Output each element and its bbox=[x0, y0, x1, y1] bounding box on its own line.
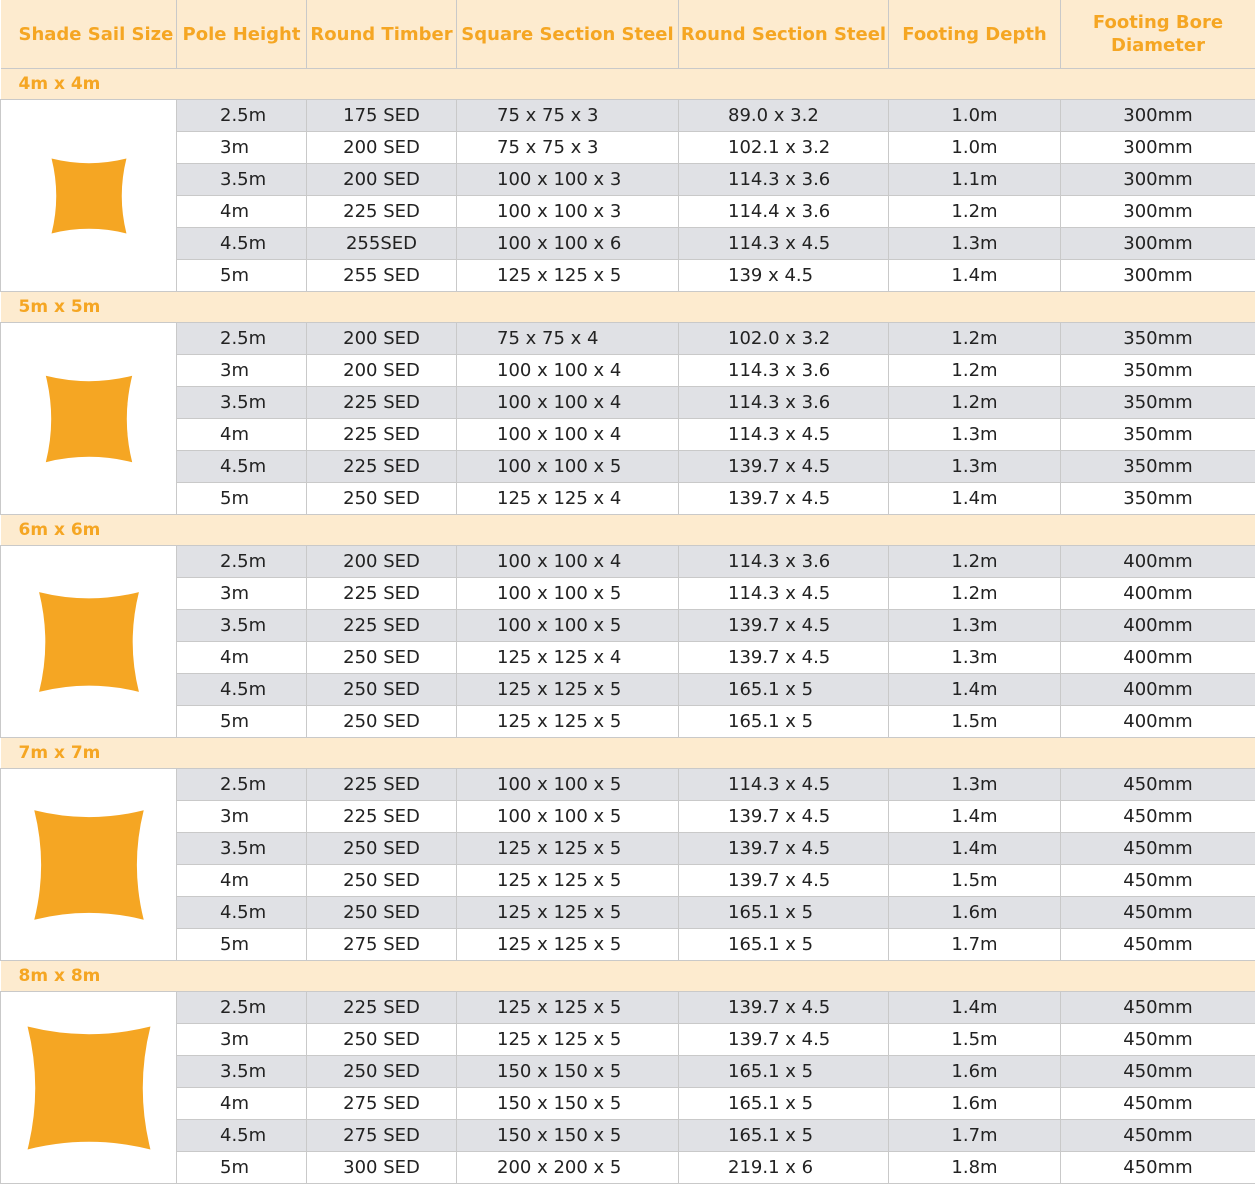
round-steel-cell: 114.3 x 3.6 bbox=[679, 387, 889, 419]
pole-height-cell: 4m bbox=[177, 419, 307, 451]
footing-depth-cell: 1.3m bbox=[889, 610, 1061, 642]
footing-depth-cell: 1.6m bbox=[889, 897, 1061, 929]
round-timber-cell: 175 SED bbox=[307, 100, 457, 132]
round-steel-cell: 114.3 x 4.5 bbox=[679, 769, 889, 801]
bore-diameter-cell: 450mm bbox=[1061, 865, 1255, 897]
footing-depth-cell: 1.3m bbox=[889, 228, 1061, 260]
round-steel-cell: 139.7 x 4.5 bbox=[679, 865, 889, 897]
pole-height-cell: 4m bbox=[177, 1088, 307, 1120]
pole-height-cell: 4.5m bbox=[177, 1120, 307, 1152]
round-steel-cell: 139 x 4.5 bbox=[679, 260, 889, 292]
group-title: 7m x 7m bbox=[1, 738, 1255, 769]
pole-height-cell: 5m bbox=[177, 260, 307, 292]
footing-depth-cell: 1.4m bbox=[889, 801, 1061, 833]
bore-diameter-cell: 350mm bbox=[1061, 387, 1255, 419]
round-steel-cell: 139.7 x 4.5 bbox=[679, 483, 889, 515]
table-row bbox=[1, 706, 1255, 738]
footing-depth-cell: 1.8m bbox=[889, 1152, 1061, 1184]
bore-diameter-cell: 400mm bbox=[1061, 546, 1255, 578]
bore-diameter-cell: 450mm bbox=[1061, 801, 1255, 833]
bore-diameter-cell: 450mm bbox=[1061, 897, 1255, 929]
bore-diameter-cell: 450mm bbox=[1061, 1024, 1255, 1056]
table-body bbox=[1, 69, 1255, 1184]
bore-diameter-cell: 450mm bbox=[1061, 1056, 1255, 1088]
round-steel-cell: 139.7 x 4.5 bbox=[679, 833, 889, 865]
footing-depth-cell: 1.2m bbox=[889, 355, 1061, 387]
table-row bbox=[1, 483, 1255, 515]
pole-height-cell: 3m bbox=[177, 1024, 307, 1056]
square-steel-cell: 125 x 125 x 5 bbox=[457, 833, 679, 865]
pole-height-cell: 4m bbox=[177, 642, 307, 674]
pole-height-cell: 3m bbox=[177, 132, 307, 164]
pole-height-cell: 4m bbox=[177, 196, 307, 228]
round-timber-cell: 200 SED bbox=[307, 546, 457, 578]
square-steel-cell: 125 x 125 x 4 bbox=[457, 483, 679, 515]
square-steel-cell: 150 x 150 x 5 bbox=[457, 1088, 679, 1120]
pole-height-cell: 5m bbox=[177, 1152, 307, 1184]
group-title-row bbox=[1, 961, 1255, 992]
round-timber-cell: 200 SED bbox=[307, 132, 457, 164]
bore-diameter-cell: 400mm bbox=[1061, 706, 1255, 738]
footing-depth-cell: 1.3m bbox=[889, 451, 1061, 483]
round-steel-cell: 165.1 x 5 bbox=[679, 1056, 889, 1088]
round-steel-cell: 89.0 x 3.2 bbox=[679, 100, 889, 132]
square-steel-cell: 125 x 125 x 5 bbox=[457, 260, 679, 292]
round-timber-cell: 225 SED bbox=[307, 610, 457, 642]
footing-depth-cell: 1.2m bbox=[889, 323, 1061, 355]
round-timber-cell: 275 SED bbox=[307, 1120, 457, 1152]
square-steel-cell: 100 x 100 x 5 bbox=[457, 610, 679, 642]
sail-shape bbox=[27, 1026, 150, 1149]
footing-depth-cell: 1.4m bbox=[889, 674, 1061, 706]
footing-depth-cell: 1.3m bbox=[889, 642, 1061, 674]
round-steel-cell: 114.3 x 4.5 bbox=[679, 419, 889, 451]
sail-icon-cell bbox=[1, 769, 177, 961]
square-steel-cell: 100 x 100 x 4 bbox=[457, 419, 679, 451]
group-title-row bbox=[1, 738, 1255, 769]
pole-height-cell: 5m bbox=[177, 929, 307, 961]
pole-height-cell: 4.5m bbox=[177, 228, 307, 260]
group-title: 4m x 4m bbox=[1, 69, 1255, 100]
round-timber-cell: 300 SED bbox=[307, 1152, 457, 1184]
pole-height-cell: 3.5m bbox=[177, 164, 307, 196]
bore-diameter-cell: 450mm bbox=[1061, 1088, 1255, 1120]
bore-diameter-cell: 300mm bbox=[1061, 100, 1255, 132]
table-row bbox=[1, 674, 1255, 706]
group-title: 8m x 8m bbox=[1, 961, 1255, 992]
header-square-section-steel: Square Section Steel bbox=[457, 0, 679, 69]
round-timber-cell: 250 SED bbox=[307, 1056, 457, 1088]
table-row bbox=[1, 992, 1255, 1024]
table-row bbox=[1, 769, 1255, 801]
square-steel-cell: 125 x 125 x 5 bbox=[457, 706, 679, 738]
round-steel-cell: 165.1 x 5 bbox=[679, 1088, 889, 1120]
bore-diameter-cell: 350mm bbox=[1061, 419, 1255, 451]
footing-depth-cell: 1.1m bbox=[889, 164, 1061, 196]
table-row bbox=[1, 610, 1255, 642]
pole-height-cell: 2.5m bbox=[177, 769, 307, 801]
round-timber-cell: 225 SED bbox=[307, 196, 457, 228]
round-timber-cell: 200 SED bbox=[307, 323, 457, 355]
table-row bbox=[1, 801, 1255, 833]
footing-depth-cell: 1.0m bbox=[889, 132, 1061, 164]
footing-depth-cell: 1.2m bbox=[889, 546, 1061, 578]
round-timber-cell: 275 SED bbox=[307, 929, 457, 961]
bore-diameter-cell: 300mm bbox=[1061, 228, 1255, 260]
pole-height-cell: 3.5m bbox=[177, 1056, 307, 1088]
pole-height-cell: 4m bbox=[177, 865, 307, 897]
table-row bbox=[1, 387, 1255, 419]
shade-sail-icon bbox=[25, 1022, 153, 1154]
pole-height-cell: 5m bbox=[177, 706, 307, 738]
header-row bbox=[1, 0, 1255, 69]
table-row bbox=[1, 1056, 1255, 1088]
round-timber-cell: 225 SED bbox=[307, 992, 457, 1024]
round-steel-cell: 114.4 x 3.6 bbox=[679, 196, 889, 228]
table-row bbox=[1, 228, 1255, 260]
round-steel-cell: 165.1 x 5 bbox=[679, 674, 889, 706]
sail-shape bbox=[51, 158, 126, 233]
table-row bbox=[1, 865, 1255, 897]
table-row bbox=[1, 260, 1255, 292]
round-timber-cell: 200 SED bbox=[307, 355, 457, 387]
round-timber-cell: 200 SED bbox=[307, 164, 457, 196]
round-timber-cell: 250 SED bbox=[307, 833, 457, 865]
square-steel-cell: 100 x 100 x 4 bbox=[457, 355, 679, 387]
pole-height-cell: 4.5m bbox=[177, 897, 307, 929]
round-timber-cell: 225 SED bbox=[307, 451, 457, 483]
pole-height-cell: 3.5m bbox=[177, 387, 307, 419]
sail-shape bbox=[39, 592, 139, 692]
round-timber-cell: 225 SED bbox=[307, 387, 457, 419]
footing-depth-cell: 1.6m bbox=[889, 1088, 1061, 1120]
shade-sail-icon bbox=[48, 157, 130, 235]
bore-diameter-cell: 400mm bbox=[1061, 578, 1255, 610]
bore-diameter-cell: 450mm bbox=[1061, 1120, 1255, 1152]
round-steel-cell: 219.1 x 6 bbox=[679, 1152, 889, 1184]
table-row bbox=[1, 100, 1255, 132]
round-steel-cell: 139.7 x 4.5 bbox=[679, 451, 889, 483]
table-row bbox=[1, 546, 1255, 578]
square-steel-cell: 125 x 125 x 5 bbox=[457, 674, 679, 706]
shade-sail-icon bbox=[32, 808, 146, 922]
bore-diameter-cell: 300mm bbox=[1061, 260, 1255, 292]
table-row bbox=[1, 929, 1255, 961]
footing-depth-cell: 1.2m bbox=[889, 196, 1061, 228]
footing-depth-cell: 1.4m bbox=[889, 833, 1061, 865]
footing-depth-cell: 1.6m bbox=[889, 1056, 1061, 1088]
group-title: 6m x 6m bbox=[1, 515, 1255, 546]
bore-diameter-cell: 400mm bbox=[1061, 674, 1255, 706]
table-row bbox=[1, 355, 1255, 387]
round-steel-cell: 165.1 x 5 bbox=[679, 929, 889, 961]
square-steel-cell: 100 x 100 x 6 bbox=[457, 228, 679, 260]
pole-height-cell: 4.5m bbox=[177, 674, 307, 706]
table-row bbox=[1, 1152, 1255, 1184]
footing-depth-cell: 1.3m bbox=[889, 769, 1061, 801]
group-title-row bbox=[1, 292, 1255, 323]
round-timber-cell: 225 SED bbox=[307, 419, 457, 451]
square-steel-cell: 100 x 100 x 4 bbox=[457, 546, 679, 578]
footing-depth-cell: 1.0m bbox=[889, 100, 1061, 132]
header-pole-height: Pole Height bbox=[177, 0, 307, 69]
round-steel-cell: 114.3 x 3.6 bbox=[679, 355, 889, 387]
pole-height-cell: 2.5m bbox=[177, 323, 307, 355]
table-row bbox=[1, 132, 1255, 164]
pole-height-cell: 5m bbox=[177, 483, 307, 515]
bore-diameter-cell: 400mm bbox=[1061, 610, 1255, 642]
shade-sail-icon bbox=[43, 374, 135, 464]
round-timber-cell: 225 SED bbox=[307, 801, 457, 833]
footing-depth-cell: 1.4m bbox=[889, 483, 1061, 515]
bore-diameter-cell: 450mm bbox=[1061, 833, 1255, 865]
round-timber-cell: 225 SED bbox=[307, 578, 457, 610]
round-steel-cell: 139.7 x 4.5 bbox=[679, 1024, 889, 1056]
square-steel-cell: 100 x 100 x 5 bbox=[457, 451, 679, 483]
round-steel-cell: 114.3 x 3.6 bbox=[679, 546, 889, 578]
square-steel-cell: 75 x 75 x 4 bbox=[457, 323, 679, 355]
group-title-row bbox=[1, 515, 1255, 546]
table-row bbox=[1, 1120, 1255, 1152]
round-steel-cell: 139.7 x 4.5 bbox=[679, 992, 889, 1024]
footing-depth-cell: 1.2m bbox=[889, 578, 1061, 610]
square-steel-cell: 150 x 150 x 5 bbox=[457, 1120, 679, 1152]
bore-diameter-cell: 450mm bbox=[1061, 1152, 1255, 1184]
square-steel-cell: 125 x 125 x 5 bbox=[457, 1024, 679, 1056]
square-steel-cell: 100 x 100 x 5 bbox=[457, 769, 679, 801]
footing-depth-cell: 1.5m bbox=[889, 865, 1061, 897]
round-steel-cell: 165.1 x 5 bbox=[679, 706, 889, 738]
table-row bbox=[1, 419, 1255, 451]
pole-height-cell: 3.5m bbox=[177, 610, 307, 642]
square-steel-cell: 100 x 100 x 5 bbox=[457, 801, 679, 833]
table-row bbox=[1, 833, 1255, 865]
bore-diameter-cell: 350mm bbox=[1061, 451, 1255, 483]
table-row bbox=[1, 451, 1255, 483]
round-steel-cell: 114.3 x 4.5 bbox=[679, 228, 889, 260]
header-round-section-steel: Round Section Steel bbox=[679, 0, 889, 69]
round-steel-cell: 139.7 x 4.5 bbox=[679, 610, 889, 642]
table-row bbox=[1, 1088, 1255, 1120]
pole-height-cell: 3m bbox=[177, 355, 307, 387]
group-title-row bbox=[1, 69, 1255, 100]
round-timber-cell: 275 SED bbox=[307, 1088, 457, 1120]
footing-depth-cell: 1.4m bbox=[889, 260, 1061, 292]
square-steel-cell: 125 x 125 x 5 bbox=[457, 865, 679, 897]
footing-depth-cell: 1.5m bbox=[889, 706, 1061, 738]
footing-depth-cell: 1.5m bbox=[889, 1024, 1061, 1056]
bore-diameter-cell: 450mm bbox=[1061, 769, 1255, 801]
bore-diameter-cell: 400mm bbox=[1061, 642, 1255, 674]
footing-depth-cell: 1.7m bbox=[889, 1120, 1061, 1152]
header-round-timber: Round Timber bbox=[307, 0, 457, 69]
round-timber-cell: 250 SED bbox=[307, 483, 457, 515]
square-steel-cell: 75 x 75 x 3 bbox=[457, 100, 679, 132]
round-timber-cell: 250 SED bbox=[307, 642, 457, 674]
table-row bbox=[1, 897, 1255, 929]
bore-diameter-cell: 450mm bbox=[1061, 929, 1255, 961]
round-steel-cell: 114.3 x 4.5 bbox=[679, 578, 889, 610]
square-steel-cell: 100 x 100 x 4 bbox=[457, 387, 679, 419]
table-row bbox=[1, 642, 1255, 674]
sail-icon-cell bbox=[1, 323, 177, 515]
round-steel-cell: 165.1 x 5 bbox=[679, 897, 889, 929]
header-footing-bore-diameter: Footing Bore Diameter bbox=[1061, 0, 1255, 69]
bore-diameter-cell: 350mm bbox=[1061, 483, 1255, 515]
round-timber-cell: 255SED bbox=[307, 228, 457, 260]
shade-sail-icon bbox=[37, 587, 141, 697]
table-row bbox=[1, 196, 1255, 228]
round-timber-cell: 255 SED bbox=[307, 260, 457, 292]
footing-depth-cell: 1.2m bbox=[889, 387, 1061, 419]
square-steel-cell: 150 x 150 x 5 bbox=[457, 1056, 679, 1088]
round-timber-cell: 250 SED bbox=[307, 706, 457, 738]
round-timber-cell: 225 SED bbox=[307, 769, 457, 801]
square-steel-cell: 200 x 200 x 5 bbox=[457, 1152, 679, 1184]
footing-depth-cell: 1.3m bbox=[889, 419, 1061, 451]
group-title: 5m x 5m bbox=[1, 292, 1255, 323]
pole-height-cell: 2.5m bbox=[177, 100, 307, 132]
round-steel-cell: 139.7 x 4.5 bbox=[679, 801, 889, 833]
bore-diameter-cell: 350mm bbox=[1061, 355, 1255, 387]
bore-diameter-cell: 300mm bbox=[1061, 132, 1255, 164]
bore-diameter-cell: 300mm bbox=[1061, 196, 1255, 228]
pole-height-cell: 3.5m bbox=[177, 833, 307, 865]
square-steel-cell: 100 x 100 x 3 bbox=[457, 196, 679, 228]
pole-height-cell: 3m bbox=[177, 578, 307, 610]
round-timber-cell: 250 SED bbox=[307, 897, 457, 929]
pole-height-cell: 2.5m bbox=[177, 992, 307, 1024]
square-steel-cell: 125 x 125 x 5 bbox=[457, 929, 679, 961]
header-footing-depth: Footing Depth bbox=[889, 0, 1061, 69]
round-steel-cell: 102.1 x 3.2 bbox=[679, 132, 889, 164]
sail-shape bbox=[45, 375, 131, 461]
footing-depth-cell: 1.7m bbox=[889, 929, 1061, 961]
round-steel-cell: 114.3 x 3.6 bbox=[679, 164, 889, 196]
bore-diameter-cell: 350mm bbox=[1061, 323, 1255, 355]
pole-height-cell: 2.5m bbox=[177, 546, 307, 578]
square-steel-cell: 125 x 125 x 5 bbox=[457, 992, 679, 1024]
square-steel-cell: 125 x 125 x 5 bbox=[457, 897, 679, 929]
table-row bbox=[1, 578, 1255, 610]
pole-height-cell: 4.5m bbox=[177, 451, 307, 483]
sail-icon-cell bbox=[1, 546, 177, 738]
bore-diameter-cell: 300mm bbox=[1061, 164, 1255, 196]
sail-icon-cell bbox=[1, 992, 177, 1184]
round-timber-cell: 250 SED bbox=[307, 674, 457, 706]
square-steel-cell: 75 x 75 x 3 bbox=[457, 132, 679, 164]
table-row bbox=[1, 164, 1255, 196]
sail-shape bbox=[34, 810, 143, 919]
table-row bbox=[1, 323, 1255, 355]
round-steel-cell: 165.1 x 5 bbox=[679, 1120, 889, 1152]
round-timber-cell: 250 SED bbox=[307, 1024, 457, 1056]
sail-icon-cell bbox=[1, 100, 177, 292]
round-steel-cell: 102.0 x 3.2 bbox=[679, 323, 889, 355]
round-steel-cell: 139.7 x 4.5 bbox=[679, 642, 889, 674]
bore-diameter-cell: 450mm bbox=[1061, 992, 1255, 1024]
square-steel-cell: 125 x 125 x 4 bbox=[457, 642, 679, 674]
square-steel-cell: 100 x 100 x 5 bbox=[457, 578, 679, 610]
header-sail-size: Shade Sail Size bbox=[1, 0, 177, 69]
pole-height-cell: 3m bbox=[177, 801, 307, 833]
footing-depth-cell: 1.4m bbox=[889, 992, 1061, 1024]
square-steel-cell: 100 x 100 x 3 bbox=[457, 164, 679, 196]
table-row bbox=[1, 1024, 1255, 1056]
round-timber-cell: 250 SED bbox=[307, 865, 457, 897]
